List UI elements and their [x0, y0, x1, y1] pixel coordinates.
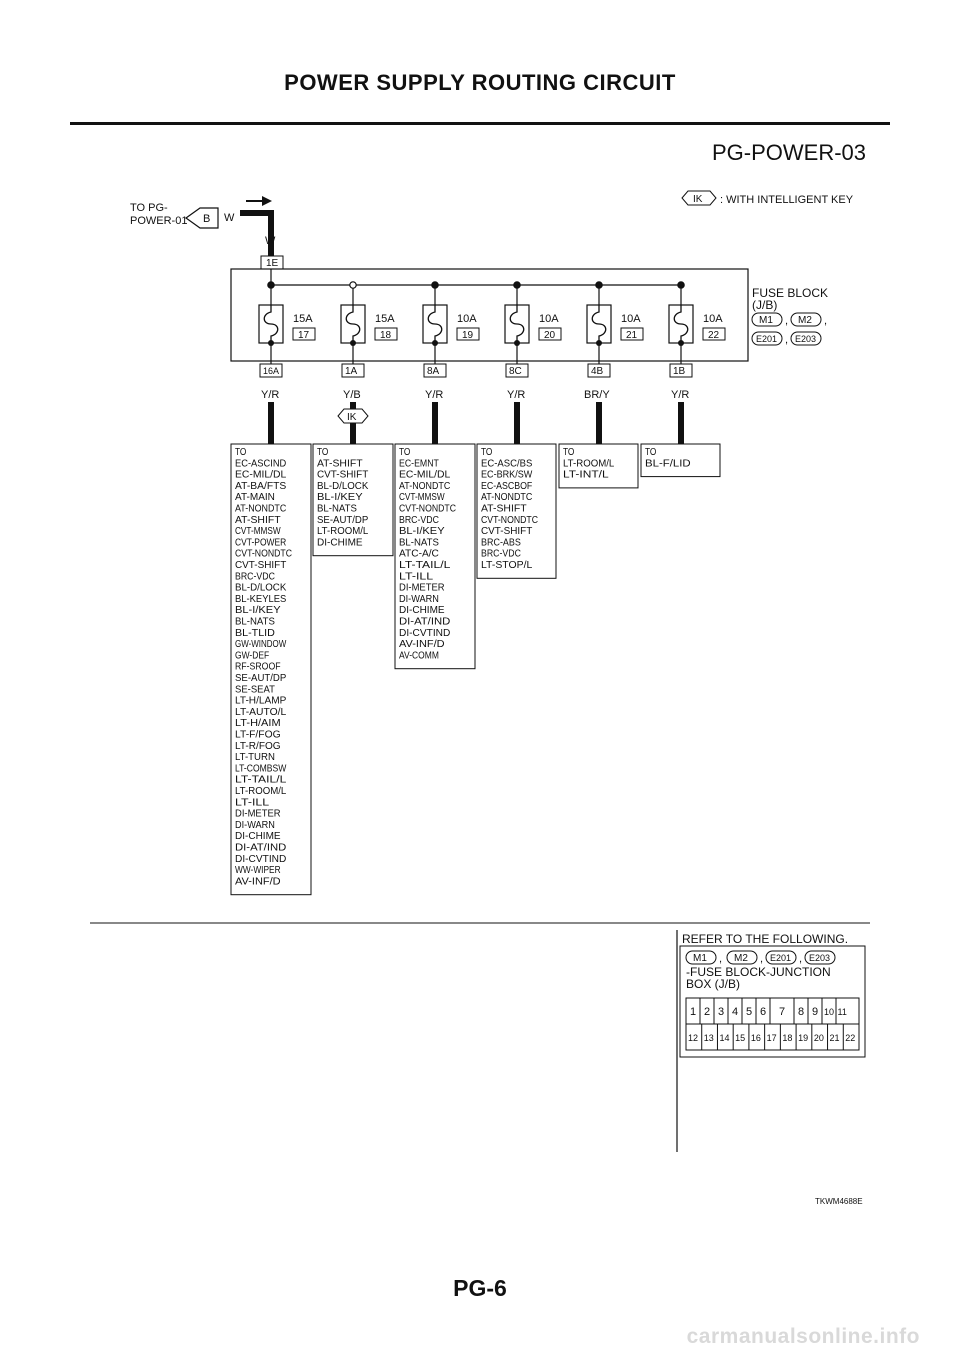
- bus-junction: [514, 282, 520, 288]
- destination-item: SE-SEAT: [235, 683, 276, 696]
- destination-item: EC-ASCIND: [235, 457, 287, 470]
- destination-item: LT-ROOM/L: [563, 457, 615, 470]
- fuse-bottom-junction: [432, 340, 438, 346]
- destination-item: BRC-VDC: [235, 570, 276, 583]
- fuse-bottom-junction: [268, 340, 274, 346]
- destination-box-21: [559, 444, 638, 488]
- pin-number: 21: [829, 1033, 840, 1043]
- destination-box-18: [313, 444, 393, 556]
- destination-item: LT-F/FOG: [235, 728, 281, 741]
- pin-number: 5: [746, 1006, 753, 1018]
- fuse-block-name-line2: (J/B): [752, 298, 778, 312]
- pin-number: 7: [779, 1006, 786, 1018]
- pin-number: 16: [750, 1033, 761, 1043]
- pin-number: 4: [732, 1006, 739, 1018]
- destination-item: LT-STOP/L: [481, 559, 533, 571]
- bus-junction: [432, 282, 438, 288]
- destination-item: GW-DEF: [235, 649, 270, 662]
- destination-item: BL-NATS: [235, 615, 275, 628]
- reference-connector-m1-label: M1: [693, 953, 707, 964]
- fuse-column-17: [259, 282, 315, 444]
- destination-item: CVT-NONDTC: [399, 502, 457, 515]
- destination-item: BRC-VDC: [399, 513, 440, 526]
- pin-number: 6: [760, 1006, 767, 1018]
- destination-item: CVT-SHIFT: [317, 468, 369, 481]
- bus-junction: [596, 282, 602, 288]
- bus-junction: [678, 282, 684, 288]
- fuse-block-connector-e201-label: E201: [756, 334, 778, 344]
- footer-site-link[interactable]: carmanualsonline.info: [686, 1325, 920, 1348]
- reference-sep1: ,: [719, 953, 723, 965]
- pin-number: 17: [766, 1033, 777, 1043]
- fuse-number: 19: [462, 330, 474, 341]
- destination-item: AV-INF/D: [399, 638, 446, 651]
- pin-number: 18: [782, 1033, 793, 1043]
- fuse-number: 18: [380, 330, 392, 341]
- destination-item: WW-WIPER: [235, 864, 281, 877]
- pin-number: 8: [798, 1006, 805, 1018]
- fuse-element-icon: [428, 305, 442, 343]
- fuse-wire-color: Y/R: [261, 389, 280, 401]
- reference-connector-e203-label: E203: [809, 953, 831, 963]
- feed-wire-label: W: [265, 235, 276, 247]
- destination-item: LT-TAIL/L: [235, 773, 287, 786]
- destination-item: DI-AT/IND: [399, 615, 451, 628]
- fuse-block-sep2: ,: [824, 315, 828, 327]
- destination-item: SE-AUT/DP: [317, 513, 369, 526]
- fuse-column-19: [423, 282, 479, 444]
- ik-legend-badge-label: IK: [693, 194, 703, 205]
- destination-item: LT-ROOM/L: [317, 525, 369, 538]
- fuse-number: 21: [626, 330, 638, 341]
- destination-item: BL-NATS: [399, 536, 439, 549]
- destination-to-label: TO: [235, 446, 247, 458]
- fuse-number: 22: [708, 330, 720, 341]
- destination-item: EC-EMNT: [399, 457, 440, 470]
- destination-item: RF-SROOF: [235, 660, 281, 673]
- destination-item: CVT-NONDTC: [481, 513, 539, 526]
- bus-junction: [350, 282, 356, 288]
- fuse-block-connector-m1-label: M1: [759, 315, 773, 326]
- fuse-wire-color: Y/R: [507, 389, 526, 401]
- destination-item: CVT-SHIFT: [481, 525, 533, 538]
- fuse-terminal: 16A: [263, 366, 280, 376]
- destination-box-20: [477, 444, 556, 578]
- destination-item: LT-ROOM/L: [235, 785, 287, 797]
- destination-item: DI-WARN: [399, 592, 439, 605]
- destination-item: DI-CHIME: [399, 604, 445, 617]
- fuse-number: 17: [298, 330, 310, 341]
- feed-terminal-label: 1E: [266, 258, 279, 269]
- destination-item: AT-SHIFT: [235, 513, 282, 526]
- fuse-wire-color: Y/R: [425, 389, 444, 401]
- fuse-wire-color: Y/R: [671, 389, 690, 401]
- destination-item: AT-SHIFT: [481, 502, 528, 515]
- pin-number: 2: [704, 1006, 711, 1018]
- pin-number: 13: [703, 1033, 714, 1043]
- pin-number: 3: [718, 1006, 725, 1018]
- fuse-terminal: 1A: [345, 366, 358, 377]
- fuse-wire-color: BR/Y: [584, 389, 610, 401]
- fuse-bottom-junction: [514, 340, 520, 346]
- destination-item: DI-METER: [235, 807, 281, 820]
- destination-to-label: TO: [399, 446, 411, 458]
- fuse-element-icon: [264, 305, 278, 343]
- pin-number: 22: [845, 1033, 856, 1043]
- fuse-amperage: 10A: [457, 313, 477, 325]
- reference-connector-m2-label: M2: [734, 953, 748, 964]
- destination-item: DI-CVTIND: [399, 626, 451, 639]
- destination-to-label: TO: [317, 446, 329, 458]
- destination-item: LT-TURN: [235, 751, 275, 764]
- pin-number: 10: [824, 1007, 835, 1017]
- destination-item: BRC-ABS: [481, 536, 521, 549]
- destination-to-label: TO: [645, 446, 657, 458]
- destination-item: DI-AT/IND: [235, 841, 287, 854]
- destination-item: AT-BA/FTS: [235, 479, 287, 492]
- fuse-amperage: 15A: [375, 313, 395, 325]
- bus-junction: [268, 282, 274, 288]
- fuse-block-name-line1: FUSE BLOCK: [752, 286, 829, 300]
- destination-item: BL-KEYLES: [235, 592, 287, 605]
- destination-item: EC-BRK/SW: [481, 468, 533, 481]
- fuse-block-sep3: ,: [785, 334, 789, 346]
- pin-grid: [686, 998, 859, 1050]
- destination-item: BL-I/KEY: [399, 525, 445, 538]
- fuse-bottom-junction: [350, 340, 356, 346]
- page-title: POWER SUPPLY ROUTING CIRCUIT: [284, 70, 676, 95]
- destination-item: AV-INF/D: [235, 875, 282, 888]
- destination-to-label: TO: [563, 446, 575, 458]
- destination-item: CVT-MMSW: [235, 525, 281, 538]
- destination-item: EC-ASCBOF: [481, 479, 533, 492]
- fuse-element-icon: [510, 305, 524, 343]
- destination-item: EC-ASC/BS: [481, 457, 533, 470]
- figure-code: TKWM4688E: [815, 1197, 863, 1206]
- destination-item: BL-TLID: [235, 626, 276, 639]
- reference-connector-e201-label: E201: [770, 953, 792, 963]
- pin-number: 15: [735, 1033, 746, 1043]
- destination-item: EC-MIL/DL: [399, 468, 451, 481]
- destination-box-17: [231, 444, 311, 895]
- fuse-wire-color: Y/B: [343, 389, 361, 401]
- destination-item: AT-SHIFT: [317, 457, 364, 470]
- pin-number: 19: [798, 1033, 809, 1043]
- pin-number: 20: [813, 1033, 824, 1043]
- destination-item: DI-CHIME: [235, 830, 281, 843]
- destination-item: GW-WINDOW: [235, 638, 287, 651]
- fuse-terminal: 1B: [673, 366, 686, 377]
- destination-item: BL-I/KEY: [235, 604, 281, 617]
- fuse-block-connector-m2-label: M2: [798, 315, 812, 326]
- destination-item: EC-MIL/DL: [235, 468, 287, 481]
- destination-item: LT-ILL: [399, 570, 434, 583]
- fuse-amperage: 15A: [293, 313, 313, 325]
- destination-item: BL-D/LOCK: [235, 581, 287, 594]
- fuse-terminal: 8A: [427, 366, 440, 377]
- source-arrow-head: [262, 196, 272, 206]
- destination-item: DI-CHIME: [317, 536, 363, 549]
- destination-item: LT-COMBSW: [235, 762, 287, 775]
- destination-item: DI-CVTIND: [235, 852, 287, 865]
- fuse-column-20: [505, 282, 561, 444]
- source-connector-flag: [186, 208, 218, 228]
- reference-title: REFER TO THE FOLLOWING.: [682, 932, 849, 946]
- pin-number: 12: [688, 1033, 699, 1043]
- destination-item: LT-TAIL/L: [399, 559, 451, 571]
- fuse-element-icon: [592, 305, 606, 343]
- source-connector-label: B: [203, 213, 211, 225]
- page-number: PG-6: [453, 1275, 507, 1301]
- destination-item: CVT-NONDTC: [235, 547, 293, 560]
- fuse-element-icon: [674, 305, 688, 343]
- destination-item: DI-METER: [399, 581, 445, 594]
- reference-sep2: ,: [760, 953, 764, 965]
- destination-box-19: [395, 444, 475, 669]
- fuse-column-22: [669, 282, 725, 444]
- pin-number: 14: [719, 1033, 730, 1043]
- destination-item: LT-R/FOG: [235, 739, 281, 752]
- fuse-element-icon: [346, 305, 360, 343]
- destination-item: ATC-A/C: [399, 547, 440, 560]
- source-ref-line2: POWER-01: [130, 215, 188, 227]
- source-wire-label: W: [224, 212, 235, 224]
- destination-item: BL-F/LID: [645, 457, 692, 470]
- destination-item: BRC-VDC: [481, 547, 522, 560]
- destination-item: BL-I/KEY: [317, 491, 363, 504]
- fuse-terminal: 4B: [591, 366, 604, 377]
- destination-item: CVT-SHIFT: [235, 559, 287, 571]
- destination-to-label: TO: [481, 446, 493, 458]
- destination-item: BL-NATS: [317, 502, 357, 515]
- ik-legend-text: : WITH INTELLIGENT KEY: [720, 194, 854, 206]
- ik-badge-label: IK: [347, 412, 357, 423]
- destination-item: LT-ILL: [235, 796, 270, 809]
- pin-number: 9: [812, 1006, 819, 1018]
- fuse-columns: [259, 282, 725, 444]
- fuse-amperage: 10A: [703, 313, 723, 325]
- destination-item: CVT-POWER: [235, 536, 287, 549]
- destination-item: AV-COMM: [399, 649, 439, 662]
- destination-item: CVT-MMSW: [399, 491, 445, 504]
- source-ref-line1: TO PG-: [130, 202, 168, 214]
- destination-item: AT-NONDTC: [481, 491, 533, 504]
- destination-item: LT-H/LAMP: [235, 694, 287, 707]
- reference-description-line2: BOX (J/B): [686, 977, 741, 991]
- destination-item: LT-INT/L: [563, 468, 609, 481]
- destination-item: SE-AUT/DP: [235, 672, 287, 684]
- destination-boxes: [231, 444, 720, 895]
- destination-item: DI-WARN: [235, 818, 275, 831]
- fuse-bottom-junction: [596, 340, 602, 346]
- fuse-terminal: 8C: [509, 366, 522, 377]
- reference-sep3: ,: [799, 953, 803, 965]
- destination-item: AT-MAIN: [235, 491, 275, 504]
- destination-item: AT-NONDTC: [235, 502, 287, 515]
- fuse-amperage: 10A: [621, 313, 641, 325]
- destination-item: AT-NONDTC: [399, 479, 451, 492]
- destination-box-22: [641, 444, 720, 477]
- fuse-column-21: [584, 282, 643, 444]
- fuse-block-connector-e203-label: E203: [795, 334, 817, 344]
- reference-description-line1: -FUSE BLOCK-JUNCTION: [686, 965, 831, 979]
- fuse-number: 20: [544, 330, 556, 341]
- fuse-amperage: 10A: [539, 313, 559, 325]
- destination-item: LT-H/AIM: [235, 717, 281, 730]
- fuse-block-sep1: ,: [785, 315, 789, 327]
- fuse-bottom-junction: [678, 340, 684, 346]
- pin-number: 1: [690, 1006, 697, 1018]
- destination-item: BL-D/LOCK: [317, 479, 369, 492]
- diagram-id: PG-POWER-03: [712, 140, 867, 165]
- fuse-column-18: [338, 282, 397, 444]
- pin-number: 11: [837, 1007, 847, 1017]
- destination-item: LT-AUTO/L: [235, 705, 287, 718]
